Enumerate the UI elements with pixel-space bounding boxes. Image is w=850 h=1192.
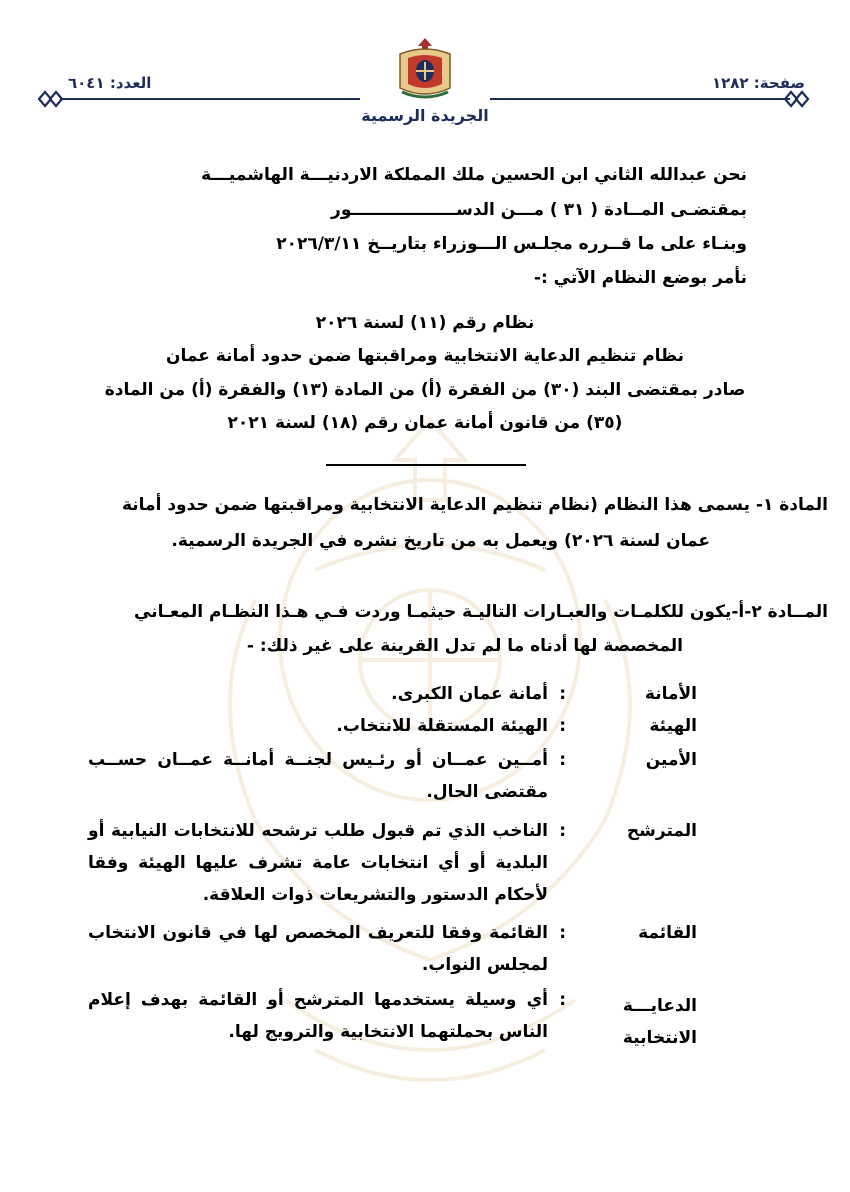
article-1-line-1: المادة ١- يسمى هذا النظام (نظام تنظيم الدعاية الانتخابية ومراقبتها ضمن حدود أمانة <box>121 495 828 515</box>
preamble-line-2: بمقتضـى المــادة ( ٣١ ) مـــن الدســــــــــــــــــور <box>331 200 747 220</box>
definition-colon: : <box>559 716 566 736</box>
preamble-line-4: نأمر بوضع النظام الآتي :- <box>533 268 747 288</box>
definition-text: الهيئة المستقلة للانتخاب. <box>336 716 548 736</box>
article-2-line-2: المخصصة لها أدناه ما لم تدل القرينة على غير ذلك: - <box>246 636 683 656</box>
definition-term: القائمة <box>638 923 697 943</box>
preamble-line-3: وبنـاء على ما قــرره مجلـس الـــوزراء بتاريــخ ٢٠٢٦/٣/١١ <box>276 234 747 254</box>
definition-term: المترشح <box>626 821 697 841</box>
gazette-title: الجريدة الرسمية <box>361 106 489 125</box>
header-rule-left <box>60 98 360 100</box>
definition-text: أي وسيلة يستخدمها المترشح أو القائمة بهدف إعلام الناس بحملتهما الانتخابية والترويج لها. <box>88 990 548 1042</box>
definition-text: القائمة وفقا للتعريف المخصص لها في قانون الانتخاب لمجلس النواب. <box>88 923 548 975</box>
definition-colon: : <box>559 684 566 704</box>
page-number: صفحة: ١٢٨٢ <box>711 74 805 92</box>
title-divider <box>326 464 526 466</box>
regulation-basis-line-1: صادر بمقتضى البند (٣٠) من الفقرة (أ) من المادة (١٣) والفقرة (أ) من المادة <box>104 380 746 400</box>
preamble-line-1: نحن عبدالله الثاني ابن الحسين ملك المملكة الاردنيـــة الهاشميـــة <box>201 165 747 185</box>
definition-term: الهيئة <box>649 716 697 736</box>
regulation-basis-line-2: (٣٥) من قانون أمانة عمان رقم (١٨) لسنة ٢٠٢١ <box>227 413 623 433</box>
definition-colon: : <box>559 821 566 841</box>
article-2-line-1: المــادة ٢-أ-يكون للكلمـات والعبـارات التاليـة حيثمـا وردت فـي هـذا النظـام المعـاني <box>134 602 828 622</box>
definition-text: أمــين عمــان أو رئـيس لجنــة أمانــة عمــان حســب مقتضى الحال. <box>88 750 548 802</box>
definition-term: الأمانة <box>644 684 697 704</box>
article-1-line-2: عمان لسنة ٢٠٢٦) ويعمل به من تاريخ نشره في الجريدة الرسمية. <box>171 531 710 551</box>
definition-term: الأمين <box>645 750 697 770</box>
definition-colon: : <box>559 923 566 943</box>
definition-text: أمانة عمان الكبرى. <box>391 684 548 704</box>
issue-number: العدد: ٦٠٤١ <box>68 74 152 92</box>
definition-term: الدعايـــة الانتخابية <box>622 996 697 1048</box>
header-rule-right <box>490 98 790 100</box>
regulation-number: نظام رقم (١١) لسنة ٢٠٢٦ <box>315 313 535 333</box>
definition-text: الناخب الذي تم قبول طلب ترشحه للانتخابات النيابية أو البلدية أو أي انتخابات عامة تشرف عليها الهيئة وفقا لأحكام الدستور والتشريعات ذوات العلاقة. <box>88 821 548 905</box>
definition-colon: : <box>559 750 566 770</box>
regulation-title: نظام تنظيم الدعاية الانتخابية ومراقبتها ضمن حدود أمانة عمان <box>165 346 684 366</box>
coat-of-arms-icon <box>394 36 456 102</box>
definition-colon: : <box>559 990 566 1010</box>
